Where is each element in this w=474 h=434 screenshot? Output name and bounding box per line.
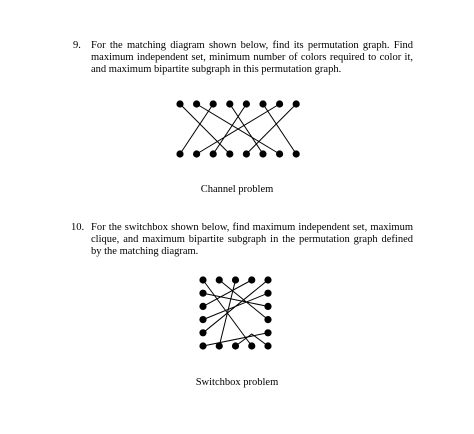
switchbox-terminal bbox=[199, 329, 206, 336]
channel-bottom-terminal bbox=[193, 150, 200, 157]
switchbox-terminal bbox=[199, 303, 206, 310]
channel-top-terminal bbox=[176, 100, 183, 107]
channel-bottom-terminal bbox=[210, 150, 217, 157]
channel-diagram bbox=[0, 92, 474, 162]
channel-caption: Channel problem bbox=[200, 184, 274, 195]
switchbox-terminal bbox=[264, 316, 271, 323]
switchbox-terminal bbox=[264, 329, 271, 336]
channel-bottom-terminal bbox=[293, 150, 300, 157]
channel-top-terminal bbox=[226, 100, 233, 107]
switchbox-terminal bbox=[199, 342, 206, 349]
switchbox-diagram bbox=[0, 270, 474, 350]
switchbox-terminal bbox=[248, 276, 255, 283]
channel-bottom-terminal bbox=[259, 150, 266, 157]
switchbox-wires bbox=[203, 280, 268, 346]
channel-wire bbox=[246, 104, 296, 154]
problem-text: For the switchbox shown below, find maximum independent set, maximum clique, and maximum bipartite subgraph in the permutation graph defined by the matching diagram. bbox=[91, 222, 413, 257]
switchbox-terminal bbox=[232, 342, 239, 349]
switchbox-terminal bbox=[264, 342, 271, 349]
switchbox-terminal bbox=[216, 342, 223, 349]
channel-wire bbox=[180, 104, 230, 154]
channel-wire bbox=[230, 104, 263, 154]
switchbox-terminal bbox=[232, 276, 239, 283]
switchbox-terminal bbox=[264, 276, 271, 283]
switchbox-terminal bbox=[264, 303, 271, 310]
switchbox-terminal bbox=[199, 276, 206, 283]
channel-bottom-terminal bbox=[276, 150, 283, 157]
channel-wires bbox=[180, 104, 296, 154]
problem-number: 10. bbox=[71, 222, 85, 233]
problem-number: 9. bbox=[73, 40, 81, 51]
switchbox-wire bbox=[203, 293, 268, 319]
channel-top-terminal bbox=[259, 100, 266, 107]
switchbox-terminal bbox=[248, 342, 255, 349]
channel-top-terminal bbox=[193, 100, 200, 107]
channel-top-terminal bbox=[293, 100, 300, 107]
channel-bottom-terminal bbox=[243, 150, 250, 157]
channel-top-terminal bbox=[276, 100, 283, 107]
channel-wire bbox=[213, 104, 246, 154]
switchbox-caption: Switchbox problem bbox=[195, 377, 279, 388]
channel-bottom-terminal bbox=[226, 150, 233, 157]
switchbox-terminal bbox=[216, 276, 223, 283]
switchbox-terminal bbox=[199, 290, 206, 297]
channel-bottom-terminal bbox=[176, 150, 183, 157]
problem-text: For the matching diagram shown below, find its permutation graph. Find maximum independent set, minimum number of colors required to color it, and maximum bipartite subgraph in this permutation graph. bbox=[91, 40, 413, 75]
switchbox-wire bbox=[203, 293, 268, 306]
switchbox-terminal bbox=[199, 316, 206, 323]
channel-top-terminal bbox=[243, 100, 250, 107]
switchbox-terminal bbox=[264, 290, 271, 297]
channel-top-terminal bbox=[210, 100, 217, 107]
